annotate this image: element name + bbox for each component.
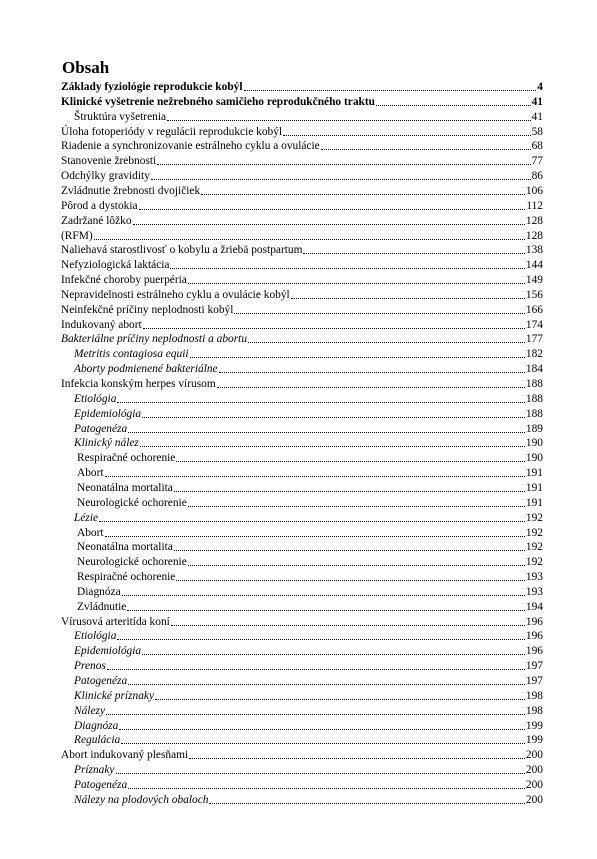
toc-entry-label: Abort	[77, 467, 104, 480]
dot-leader	[127, 609, 525, 611]
toc-entry-page-number: 196	[525, 630, 543, 643]
toc-entry-page-number: 188	[525, 407, 543, 420]
toc-entry[interactable]	[61, 318, 543, 332]
dot-leader	[133, 223, 525, 225]
toc-entry-page-number: 184	[525, 363, 543, 376]
toc-entry-page-number: 149	[525, 274, 543, 287]
toc-entry[interactable]	[61, 258, 543, 272]
toc-entry[interactable]	[74, 110, 543, 124]
dot-leader	[142, 416, 525, 418]
toc-entry-page-number: 198	[525, 689, 543, 702]
toc-entry-label: Riadenie a synchronizovanie estrálneho cyklu a ovulácie	[61, 140, 320, 153]
toc-entry-page-number: 58	[531, 125, 543, 138]
toc-entry-page-number: 188	[525, 378, 543, 390]
toc-entry[interactable]	[74, 659, 543, 673]
toc-entry-label: Príznaky	[74, 764, 115, 777]
toc-entry-page-number: 193	[525, 571, 543, 584]
toc-entry-label: Zvládnutie žrebnosti dvojičiek	[61, 184, 201, 197]
toc-entry-page-number: 128	[525, 214, 543, 227]
toc-entry-page-number: 200	[525, 749, 543, 762]
toc-entry[interactable]	[61, 199, 543, 213]
toc-entry-page-number: 199	[525, 719, 543, 732]
dot-leader	[116, 772, 525, 774]
toc-entry-label: Klinické príznaky	[74, 689, 155, 702]
toc-entry-label: Neinfekčné príčiny neplodnosti kobýl	[61, 303, 234, 316]
toc-entry[interactable]	[61, 243, 543, 257]
toc-entry[interactable]	[61, 273, 543, 287]
dot-leader	[248, 341, 525, 343]
toc-entry-page-number: 197	[525, 675, 543, 687]
toc-entry-label: Naliehavá starostlivosť o kobylu a žriebä postpartum	[61, 244, 303, 257]
toc-entry-label: Pôrod a dystokia	[61, 199, 138, 212]
dot-leader	[128, 787, 525, 789]
dot-leader	[201, 193, 525, 195]
toc-entry[interactable]	[77, 570, 543, 584]
toc-entry[interactable]	[74, 629, 543, 643]
toc-entry[interactable]	[74, 511, 543, 525]
dot-leader	[170, 267, 524, 269]
toc-entry-label: Respiračné ochorenie	[77, 452, 176, 465]
toc-entry[interactable]	[77, 466, 543, 480]
toc-entry-label: Klinický nález	[74, 437, 139, 450]
dot-leader	[128, 431, 525, 433]
toc-entry[interactable]	[77, 451, 543, 465]
toc-entry-page-number: 192	[525, 556, 543, 569]
dot-leader	[107, 668, 525, 670]
toc-entry-page-number: 166	[525, 303, 543, 316]
toc-entry-page-number: 174	[525, 318, 543, 331]
toc-entry[interactable]	[61, 125, 543, 139]
dot-leader	[119, 728, 525, 730]
toc-entry-label: Neonatálna mortalita	[77, 481, 173, 494]
toc-entry-page-number: 196	[525, 615, 543, 628]
toc-entry-page-number: 128	[525, 229, 543, 242]
toc-entry-page-number: 192	[525, 526, 543, 539]
toc-entry[interactable]	[61, 154, 543, 168]
toc-entry[interactable]	[77, 555, 543, 569]
toc-entry-page-number: 192	[525, 541, 543, 554]
toc-entry-page-number: 68	[531, 140, 543, 153]
toc-entry-page-number: 190	[525, 452, 543, 465]
dot-leader	[234, 312, 525, 314]
dot-leader	[140, 445, 525, 447]
toc-entry[interactable]	[61, 169, 543, 183]
toc-entry-page-number: 196	[525, 645, 543, 658]
dot-leader	[105, 535, 525, 537]
toc-entry-label: Zadržané lôžko	[61, 214, 132, 227]
toc-entry-label: Diagnóza	[74, 719, 119, 732]
toc-entry-label: Vírusová arteritída koní	[61, 615, 170, 628]
toc-entry-page-number: 156	[525, 288, 543, 301]
toc-entry[interactable]	[61, 288, 543, 302]
dot-leader	[139, 208, 526, 210]
dot-leader	[176, 460, 525, 462]
toc-entry-label: Lézie	[74, 511, 99, 524]
toc-entry-page-number: 112	[526, 199, 543, 212]
toc-entry-label: Epidemiológia	[74, 407, 142, 420]
toc-entry[interactable]	[61, 139, 543, 153]
dot-leader	[219, 371, 525, 373]
dot-leader	[121, 742, 525, 744]
dot-leader	[122, 594, 525, 596]
toc-entry-label: Nepravidelnosti estrálneho cyklu a ovulácie kobýl	[61, 288, 290, 301]
toc-entry[interactable]	[74, 719, 543, 733]
dot-leader	[188, 564, 525, 566]
toc-entry-label: Etiológia	[74, 630, 117, 643]
dot-leader	[291, 297, 525, 299]
dot-leader	[176, 579, 525, 581]
toc-entry[interactable]	[61, 214, 543, 228]
toc-entry[interactable]	[61, 229, 543, 243]
toc-entry-label: Neurologické ochorenie	[77, 556, 187, 569]
toc-entry[interactable]	[74, 392, 543, 406]
toc-entry-label: Patogenéza	[74, 422, 128, 435]
dot-leader	[217, 386, 525, 388]
toc-entry[interactable]	[74, 347, 543, 361]
toc-entry-label: Metritis contagiosa equii	[74, 348, 189, 361]
toc-entry-label: Aborty podmienené bakteriálne	[74, 363, 218, 376]
toc-entry-page-number: 177	[525, 333, 543, 346]
toc-entry-page-number: 4	[537, 81, 543, 93]
dot-leader	[376, 104, 531, 106]
toc-entry-label: Nálezy	[74, 704, 106, 717]
toc-entry-page-number: 200	[525, 778, 543, 791]
toc-entry-label: Odchýlky gravidity	[61, 170, 150, 183]
toc-entry[interactable]	[74, 407, 543, 421]
toc-entry-label: Infekčné choroby puerpéria	[61, 274, 187, 287]
dot-leader	[244, 89, 537, 91]
dot-leader	[321, 148, 531, 150]
toc-entry-page-number: 191	[525, 481, 543, 494]
toc-entry-page-number: 191	[525, 467, 543, 480]
dot-leader	[155, 698, 525, 700]
toc-entry[interactable]	[77, 526, 543, 540]
dot-leader	[151, 178, 531, 180]
toc-entry[interactable]	[74, 689, 543, 703]
toc-entry-label: Úloha fotoperiódy v regulácii reprodukcie kobýl	[61, 125, 283, 138]
toc-entry-label: (RFM)	[61, 229, 93, 242]
toc-entry[interactable]	[77, 540, 543, 554]
toc-entry-label: Neurologické ochorenie	[77, 496, 187, 509]
dot-leader	[189, 757, 525, 759]
toc-entry[interactable]	[61, 303, 543, 317]
toc-entry-label: Abort	[77, 526, 104, 539]
dot-leader	[128, 683, 525, 685]
toc-entry-page-number: 182	[525, 348, 543, 361]
dot-leader	[157, 163, 530, 165]
toc-entry[interactable]	[74, 778, 543, 792]
toc-entry[interactable]	[61, 80, 543, 94]
toc-entry-page-number: 191	[525, 496, 543, 509]
toc-heading: Obsah	[62, 58, 110, 77]
dot-leader	[188, 505, 525, 507]
toc-entry-label: Klinické vyšetrenie nežrebného samičieho reprodukčného traktu	[61, 95, 375, 108]
toc-entry-label: Prenos	[74, 660, 106, 673]
toc-entry-page-number: 197	[525, 660, 543, 673]
dot-leader	[117, 638, 525, 640]
toc-entry-page-number: 194	[525, 600, 543, 613]
toc-entry-page-number: 77	[531, 155, 543, 168]
toc-entry-label: Stanovenie žrebnosti	[61, 155, 157, 168]
dot-leader	[167, 119, 531, 121]
toc-entry[interactable]	[77, 600, 543, 614]
toc-entry-label: Patogenéza	[74, 778, 128, 791]
dot-leader	[106, 713, 525, 715]
toc-entry[interactable]	[61, 377, 543, 391]
toc-entry-page-number: 199	[525, 734, 543, 747]
toc-entry-label: Nálezy na plodových obaloch	[74, 793, 209, 806]
toc-entry-label: Štruktúra vyšetrenia	[74, 110, 167, 123]
toc-entry-label: Patogenéza	[74, 675, 128, 687]
dot-leader	[190, 356, 525, 358]
toc-entry[interactable]	[74, 733, 543, 747]
toc-entry-label: Diagnóza	[77, 585, 121, 598]
toc-entry-page-number: 188	[525, 392, 543, 405]
dot-leader	[142, 653, 525, 655]
dot-leader	[188, 282, 525, 284]
toc-entry[interactable]	[61, 748, 543, 762]
toc-entry[interactable]	[77, 585, 543, 599]
dot-leader	[171, 624, 525, 626]
toc-entry-page-number: 200	[525, 793, 543, 806]
toc-entry-label: Etiológia	[74, 392, 117, 405]
toc-entry[interactable]	[74, 704, 543, 718]
toc-entry-label: Bakteriálne príčiny neplodnosti a abortu	[61, 333, 248, 346]
toc-entry-label: Epidemiológia	[74, 645, 142, 658]
toc-entry[interactable]	[74, 793, 543, 807]
toc-entry-page-number: 106	[525, 184, 543, 197]
toc-entry[interactable]	[74, 763, 543, 777]
toc-entry[interactable]	[74, 644, 543, 658]
dot-leader	[143, 327, 525, 329]
dot-leader	[174, 490, 525, 492]
toc-entry[interactable]	[74, 422, 543, 436]
toc-entry-label: Zvládnutie	[77, 600, 127, 613]
toc-entry[interactable]	[74, 674, 543, 688]
toc-entry-page-number: 192	[525, 511, 543, 524]
toc-entry-page-number: 198	[525, 704, 543, 717]
dot-leader	[209, 802, 524, 804]
dot-leader	[99, 520, 525, 522]
toc-entry[interactable]	[61, 95, 543, 109]
toc-entry[interactable]	[77, 481, 543, 495]
toc-entry[interactable]	[61, 332, 543, 346]
toc-entry-label: Regulácia	[74, 734, 121, 747]
toc-entry-label: Základy fyziológie reprodukcie kobýl	[61, 81, 243, 93]
toc-entry-label: Respiračné ochorenie	[77, 571, 176, 584]
toc-entry-label: Abort indukovaný plesňami	[61, 749, 189, 762]
toc-entry[interactable]	[77, 496, 543, 510]
toc-entry-label: Nefyziologická laktácia	[61, 259, 170, 272]
dot-leader	[303, 252, 524, 254]
toc-entry-label: Neonatálna mortalita	[77, 541, 173, 554]
dot-leader	[283, 134, 531, 136]
dot-leader	[105, 475, 525, 477]
toc-entry-page-number: 41	[531, 110, 543, 123]
toc-entry-page-number: 200	[525, 764, 543, 777]
toc-entry-page-number: 190	[525, 437, 543, 450]
dot-leader	[117, 401, 525, 403]
toc-entry-page-number: 86	[531, 170, 543, 183]
dot-leader	[174, 549, 525, 551]
toc-entry[interactable]	[61, 615, 543, 629]
toc-entry-page-number: 193	[525, 585, 543, 598]
toc-entry-label: Infekcia konským herpes vírusom	[61, 378, 216, 390]
toc-entry[interactable]	[74, 362, 543, 376]
toc-entry-page-number: 189	[525, 422, 543, 435]
toc-entry[interactable]	[61, 184, 543, 198]
toc-entry-label: Indukovaný abort	[61, 318, 142, 331]
toc-entry[interactable]	[74, 436, 543, 450]
toc-entry-page-number: 144	[525, 259, 543, 272]
dot-leader	[94, 238, 525, 240]
toc-entry-page-number: 138	[525, 244, 543, 257]
toc-entry-page-number: 41	[531, 95, 543, 108]
